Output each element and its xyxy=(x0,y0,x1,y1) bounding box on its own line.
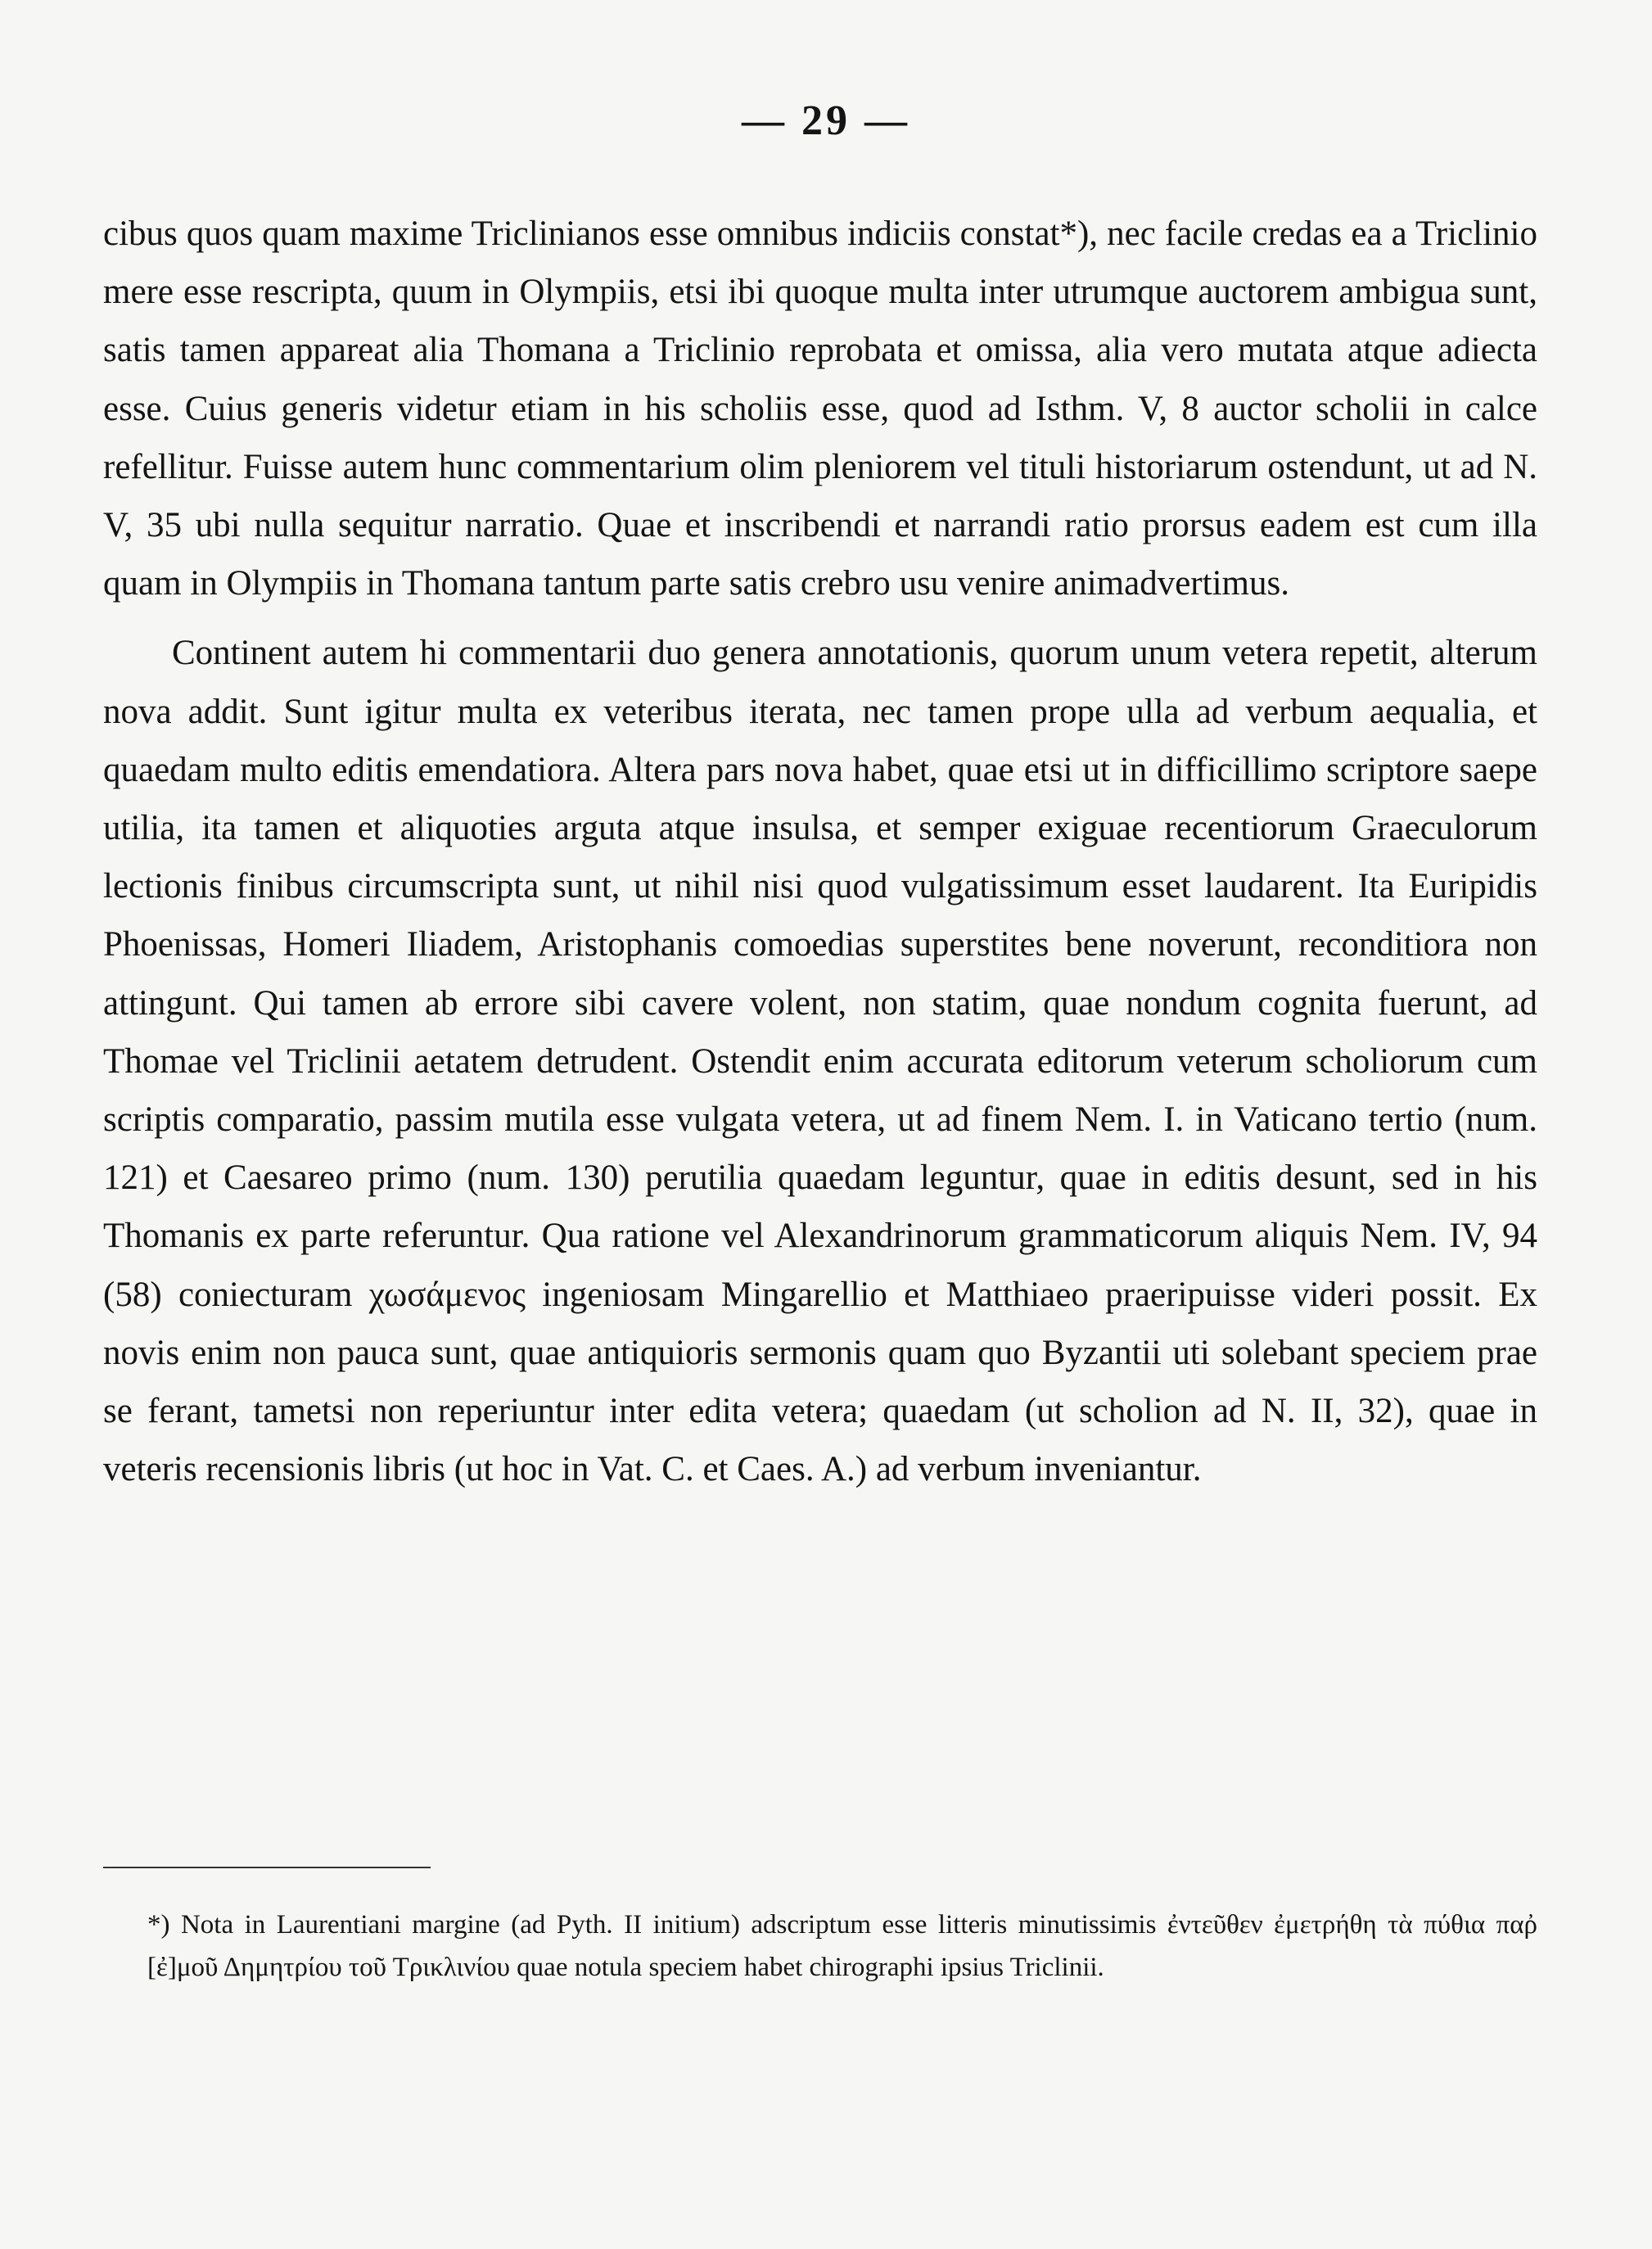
footnote-text: *) Nota in Laurentiani margine (ad Pyth. II initium) adscriptum esse litteris minutissimis ἐντεῦθεν ἐμετρήθη τὰ πύθια παῤ [ἐ]μοῦ Δημητρίου τοῦ Τρικλινίου quae notula speciem habet chirographi ipsius Triclinii. xyxy=(147,1910,1537,1982)
page-number: — 29 — xyxy=(742,97,910,144)
paragraph-2: Continent autem hi commentarii duo genera annotationis, quorum unum vetera repetit, alterum nova addit. Sunt igitur multa ex veteribus iterata, nec tamen prope ulla ad verbum aequalia, et quaedam multo editis emendatiora. Altera pars nova habet, quae etsi ut in difficillimo scriptore saepe utilia, ita tamen et aliquoties arguta atque insulsa, et semper exiguae recentiorum Graeculorum lectionis finibus circumscripta sunt, ut nihil nisi quod vulgatissimum esset laudarent. Ita Euripidis Phoenissas, Homeri Iliadem, Aristophanis comoedias superstites bene noverunt, reconditiora non attingunt. Qui tamen ab errore sibi cavere volent, non statim, quae nondum cognita fuerunt, ad Thomae vel Triclinii aetatem detrudent. Ostendit enim accurata editorum veterum scholiorum cum scriptis comparatio, passim mutila esse vulgata vetera, ut ad finem Nem. I. in Vaticano tertio (num. 121) et Caesareo primo (num. 130) perutilia quaedam leguntur, quae in editis desunt, sed in his Thomanis ex parte referuntur. Qua ratione vel Alexandrinorum grammaticorum aliquis Nem. IV, 94 (58) coniecturam χωσάμενος ingeniosam Mingarellio et Matthiaeo praeripuisse videri possit. Ex novis enim non pauca sunt, quae antiquioris sermonis quam quo Byzantii uti solebant speciem prae se ferant, tametsi non reperiuntur inter edita vetera; quaedam (ut scholion ad N. II, 32), quae in veteris recensionis libris (ut hoc in Vat. C. et Caes. A.) ad verbum inveniantur. xyxy=(103,634,1537,1489)
main-text xyxy=(103,205,1537,1498)
paragraph-1: cibus quos quam maxime Triclinianos esse omnibus indiciis constat*), nec facile credas ea a Triclinio mere esse rescripta, quum in Olympiis, etsi ibi quoque multa inter utrumque auctorem ambigua sunt, satis tamen appareat alia Thomana a Triclinio reprobata et omissa, alia vero mutata atque adiecta esse. Cuius generis videtur etiam in his scholiis esse, quod ad Isthm. V, 8 auctor scholii in calce refellitur. Fuisse autem hunc commentarium olim pleniorem vel tituli historiarum ostendunt, ut ad N. V, 35 ubi nulla sequitur narratio. Quae et inscribendi et narrandi ratio prorsus eadem est cum illa quam in Olympiis in Thomana tantum parte satis crebro usu venire animadvertimus. xyxy=(103,215,1537,603)
footnote-divider xyxy=(103,1867,431,1868)
footnote xyxy=(103,1904,1537,1989)
